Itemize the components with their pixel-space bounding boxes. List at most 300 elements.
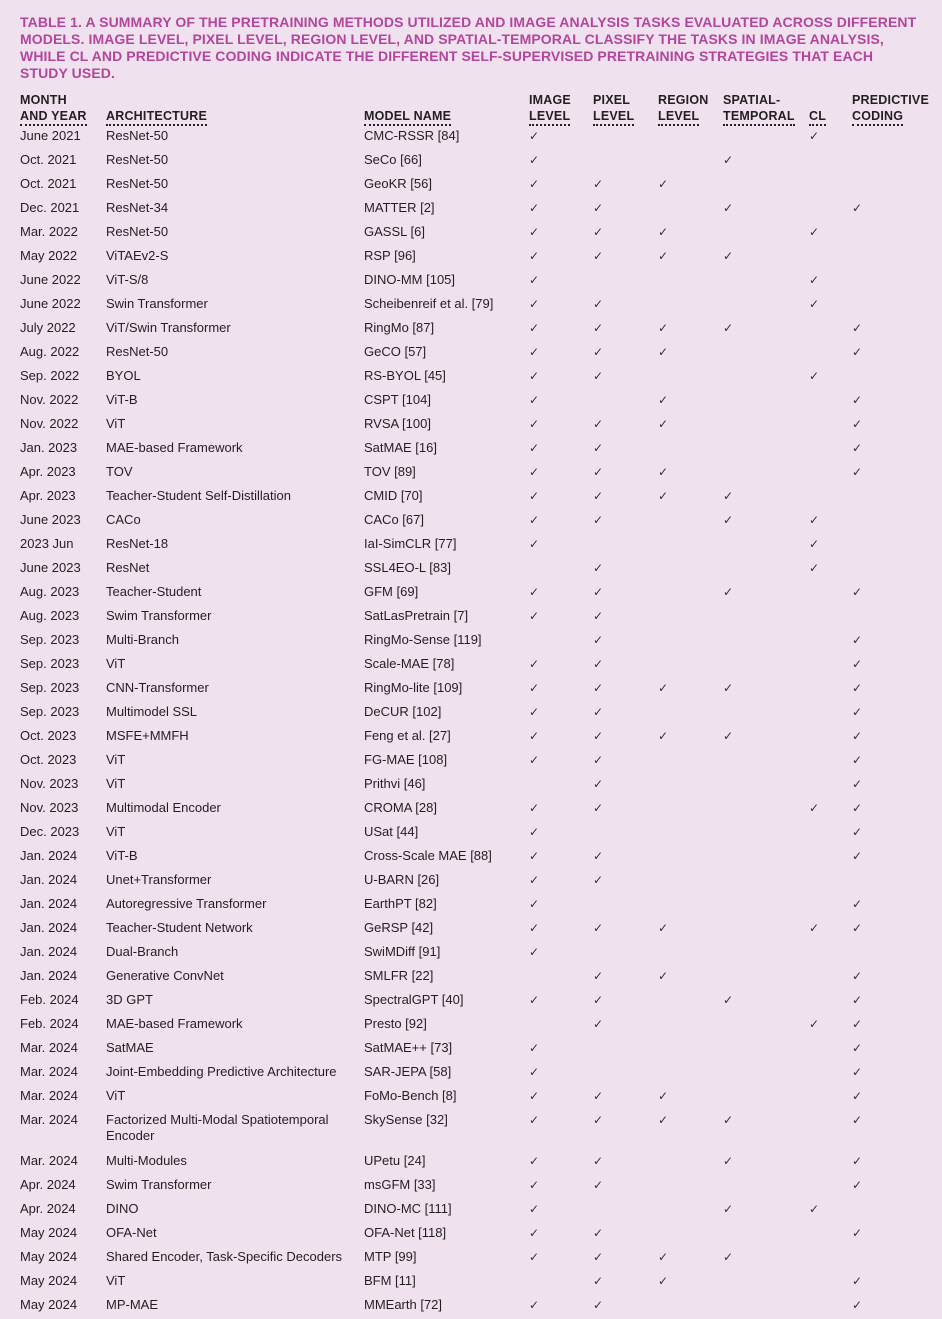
image-level-cell: [529, 894, 593, 918]
check-icon: ✓: [852, 633, 863, 647]
pixel-level-cell: [593, 198, 658, 222]
header-date: MONTH AND YEAR: [20, 92, 106, 126]
date-cell: Sep. 2023: [20, 680, 80, 695]
architecture-cell: ResNet-50: [106, 152, 169, 167]
table-row: [20, 438, 928, 462]
model-name-cell: msGFM [33]: [364, 1177, 436, 1192]
check-icon: ✓: [852, 1089, 863, 1103]
check-icon: ✓: [852, 681, 863, 695]
check-icon: ✓: [529, 1226, 540, 1240]
check-icon: ✓: [529, 1178, 540, 1192]
check-icon: ✓: [723, 1250, 734, 1264]
architecture-cell: ViT-B: [106, 392, 138, 407]
table-row: [20, 366, 928, 390]
check-icon: ✓: [593, 633, 604, 647]
region-level-cell: [658, 1086, 723, 1110]
spatial-temporal-cell: [723, 942, 809, 966]
architecture-cell: MAE-based Framework: [106, 440, 243, 455]
model-name-cell: RSP [96]: [364, 248, 416, 263]
check-icon: ✓: [593, 921, 604, 935]
predictive-coding-cell: [852, 462, 928, 486]
table-row: [20, 342, 928, 366]
check-icon: ✓: [809, 369, 820, 383]
predictive-coding-cell: [852, 1014, 928, 1038]
table-row: [20, 918, 928, 942]
check-icon: ✓: [723, 1113, 734, 1127]
date-cell: Oct. 2021: [20, 176, 77, 191]
region-level-cell: [658, 534, 723, 558]
check-icon: ✓: [852, 1298, 863, 1312]
image-level-cell: [529, 774, 593, 798]
region-level-cell: [658, 150, 723, 174]
spatial-temporal-cell: [723, 798, 809, 822]
pixel-level-cell: [593, 918, 658, 942]
cl-cell: [809, 1014, 852, 1038]
image-level-cell: [529, 678, 593, 702]
model-name-cell: SSL4EO-L [83]: [364, 560, 451, 575]
check-icon: ✓: [593, 705, 604, 719]
check-icon: ✓: [529, 513, 540, 527]
architecture-cell: Teacher-Student Network: [106, 920, 253, 935]
table-row: [20, 510, 928, 534]
region-level-cell: [658, 966, 723, 990]
model-name-cell: BFM [11]: [364, 1273, 416, 1288]
table-row: [20, 606, 928, 630]
architecture-cell: Multimodel SSL: [106, 704, 198, 719]
region-level-cell: [658, 1014, 723, 1038]
region-level-cell: [658, 1295, 723, 1319]
pixel-level-cell: [593, 846, 658, 870]
predictive-coding-cell: [852, 510, 928, 534]
architecture-cell: MSFE+MMFH: [106, 728, 189, 743]
date-cell: June 2022: [20, 272, 81, 287]
cl-cell: [809, 270, 852, 294]
region-level-cell: [658, 270, 723, 294]
spatial-temporal-cell: [723, 438, 809, 462]
check-icon: ✓: [593, 1226, 604, 1240]
spatial-temporal-cell: [723, 990, 809, 1014]
check-icon: ✓: [529, 921, 540, 935]
check-icon: ✓: [529, 1298, 540, 1312]
table-row: [20, 774, 928, 798]
check-icon: ✓: [593, 225, 604, 239]
pixel-level-cell: [593, 582, 658, 606]
summary-table: [20, 92, 928, 1319]
model-name-cell: SwiMDiff [91]: [364, 944, 441, 959]
table-row: [20, 846, 928, 870]
check-icon: ✓: [593, 201, 604, 215]
pixel-level-cell: [593, 1110, 658, 1151]
model-name-cell: MTP [99]: [364, 1249, 417, 1264]
pixel-level-cell: [593, 1295, 658, 1319]
model-name-cell: FG-MAE [108]: [364, 752, 448, 767]
check-icon: ✓: [852, 825, 863, 839]
pixel-level-cell: [593, 1247, 658, 1271]
check-icon: ✓: [529, 1113, 540, 1127]
date-cell: Mar. 2024: [20, 1040, 78, 1055]
cl-cell: [809, 1175, 852, 1199]
table-row: [20, 534, 928, 558]
predictive-coding-cell: [852, 1086, 928, 1110]
spatial-temporal-cell: [723, 678, 809, 702]
cl-cell: [809, 558, 852, 582]
check-icon: ✓: [593, 1113, 604, 1127]
date-cell: Oct. 2023: [20, 752, 77, 767]
region-level-cell: [658, 126, 723, 150]
cl-cell: [809, 942, 852, 966]
spatial-temporal-cell: [723, 870, 809, 894]
pixel-level-cell: [593, 1086, 658, 1110]
table-row: [20, 246, 928, 270]
table-row: [20, 894, 928, 918]
check-icon: ✓: [529, 993, 540, 1007]
image-level-cell: [529, 174, 593, 198]
check-icon: ✓: [593, 297, 604, 311]
check-icon: ✓: [593, 969, 604, 983]
date-cell: Aug. 2022: [20, 344, 80, 359]
image-level-cell: [529, 750, 593, 774]
pixel-level-cell: [593, 774, 658, 798]
architecture-cell: 3D GPT: [106, 992, 153, 1007]
check-icon: ✓: [809, 1202, 820, 1216]
check-icon: ✓: [852, 441, 863, 455]
check-icon: ✓: [658, 681, 669, 695]
date-cell: 2023 Jun: [20, 536, 74, 551]
model-name-cell: RVSA [100]: [364, 416, 431, 431]
table-row: [20, 150, 928, 174]
table-row: [20, 966, 928, 990]
region-level-cell: [658, 366, 723, 390]
check-icon: ✓: [593, 657, 604, 671]
check-icon: ✓: [852, 585, 863, 599]
date-cell: Jan. 2024: [20, 896, 78, 911]
spatial-temporal-cell: [723, 1271, 809, 1295]
model-name-cell: OFA-Net [118]: [364, 1225, 447, 1240]
table-row: [20, 1038, 928, 1062]
model-name-cell: MMEarth [72]: [364, 1297, 443, 1312]
check-icon: ✓: [852, 1065, 863, 1079]
table-row: [20, 174, 928, 198]
image-level-cell: [529, 534, 593, 558]
check-icon: ✓: [593, 609, 604, 623]
date-cell: Apr. 2024: [20, 1201, 76, 1216]
model-name-cell: TOV [89]: [364, 464, 416, 479]
date-cell: Jan. 2023: [20, 440, 78, 455]
check-icon: ✓: [593, 1089, 604, 1103]
model-name-cell: RingMo [87]: [364, 320, 435, 335]
check-icon: ✓: [593, 1154, 604, 1168]
region-level-cell: [658, 1175, 723, 1199]
check-icon: ✓: [809, 801, 820, 815]
pixel-level-cell: [593, 1038, 658, 1062]
check-icon: ✓: [529, 417, 540, 431]
cl-cell: [809, 630, 852, 654]
spatial-temporal-cell: [723, 1295, 809, 1319]
region-level-cell: [658, 774, 723, 798]
model-name-cell: GFM [69]: [364, 584, 419, 599]
model-name-cell: MATTER [2]: [364, 200, 435, 215]
predictive-coding-cell: [852, 918, 928, 942]
region-level-cell: [658, 318, 723, 342]
spatial-temporal-cell: [723, 1014, 809, 1038]
cl-cell: [809, 1110, 852, 1151]
predictive-coding-cell: [852, 414, 928, 438]
check-icon: ✓: [809, 1017, 820, 1031]
architecture-cell: ResNet-18: [106, 536, 169, 551]
image-level-cell: [529, 222, 593, 246]
cl-cell: [809, 870, 852, 894]
region-level-cell: [658, 486, 723, 510]
table-row: [20, 558, 928, 582]
cl-cell: [809, 822, 852, 846]
image-level-cell: [529, 462, 593, 486]
date-cell: Nov. 2022: [20, 416, 79, 431]
predictive-coding-cell: [852, 1199, 928, 1223]
image-level-cell: [529, 1271, 593, 1295]
model-name-cell: U-BARN [26]: [364, 872, 440, 887]
check-icon: ✓: [593, 513, 604, 527]
architecture-cell: ViT: [106, 824, 126, 839]
architecture-cell: ViT: [106, 656, 126, 671]
check-icon: ✓: [593, 465, 604, 479]
check-icon: ✓: [529, 681, 540, 695]
pixel-level-cell: [593, 246, 658, 270]
architecture-cell: MP-MAE: [106, 1297, 158, 1312]
table-row: [20, 222, 928, 246]
date-cell: June 2021: [20, 128, 81, 143]
spatial-temporal-cell: [723, 486, 809, 510]
cl-cell: [809, 318, 852, 342]
pixel-level-cell: [593, 822, 658, 846]
pixel-level-cell: [593, 1175, 658, 1199]
architecture-cell: Generative ConvNet: [106, 968, 224, 983]
spatial-temporal-cell: [723, 150, 809, 174]
model-name-cell: SMLFR [22]: [364, 968, 434, 983]
spatial-temporal-cell: [723, 342, 809, 366]
check-icon: ✓: [723, 681, 734, 695]
architecture-cell: Multi-Modules: [106, 1153, 187, 1168]
table-row: [20, 486, 928, 510]
architecture-cell: ViTAEv2-S: [106, 248, 169, 263]
region-level-cell: [658, 606, 723, 630]
predictive-coding-cell: [852, 654, 928, 678]
architecture-cell: ResNet-50: [106, 344, 169, 359]
image-level-cell: [529, 1295, 593, 1319]
spatial-temporal-cell: [723, 1175, 809, 1199]
predictive-coding-cell: [852, 774, 928, 798]
spatial-temporal-cell: [723, 222, 809, 246]
region-level-cell: [658, 174, 723, 198]
cl-cell: [809, 1086, 852, 1110]
spatial-temporal-cell: [723, 1110, 809, 1151]
pixel-level-cell: [593, 150, 658, 174]
image-level-cell: [529, 438, 593, 462]
region-level-cell: [658, 1247, 723, 1271]
cl-cell: [809, 654, 852, 678]
image-level-cell: [529, 654, 593, 678]
model-name-cell: SeCo [66]: [364, 152, 422, 167]
check-icon: ✓: [852, 657, 863, 671]
architecture-cell: ViT: [106, 776, 126, 791]
cl-cell: [809, 1223, 852, 1247]
check-icon: ✓: [852, 969, 863, 983]
pixel-level-cell: [593, 1151, 658, 1175]
image-level-cell: [529, 1175, 593, 1199]
table-row: [20, 1271, 928, 1295]
spatial-temporal-cell: [723, 582, 809, 606]
spatial-temporal-cell: [723, 174, 809, 198]
predictive-coding-cell: [852, 942, 928, 966]
model-name-cell: GeRSP [42]: [364, 920, 434, 935]
cl-cell: [809, 702, 852, 726]
region-level-cell: [658, 1151, 723, 1175]
check-icon: ✓: [593, 177, 604, 191]
image-level-cell: [529, 846, 593, 870]
table-row: [20, 870, 928, 894]
check-icon: ✓: [852, 345, 863, 359]
pixel-level-cell: [593, 270, 658, 294]
date-cell: Jan. 2024: [20, 920, 78, 935]
architecture-cell: Swim Transformer: [106, 1177, 212, 1192]
check-icon: ✓: [723, 321, 734, 335]
spatial-temporal-cell: [723, 894, 809, 918]
date-cell: May 2024: [20, 1297, 78, 1312]
check-icon: ✓: [593, 873, 604, 887]
image-level-cell: [529, 150, 593, 174]
check-icon: ✓: [593, 1250, 604, 1264]
model-name-cell: DINO-MM [105]: [364, 272, 456, 287]
check-icon: ✓: [658, 249, 669, 263]
image-level-cell: [529, 798, 593, 822]
spatial-temporal-cell: [723, 822, 809, 846]
date-cell: Nov. 2022: [20, 392, 79, 407]
header-cl: CL: [809, 92, 852, 126]
predictive-coding-cell: [852, 870, 928, 894]
check-icon: ✓: [723, 1154, 734, 1168]
date-cell: Mar. 2024: [20, 1064, 78, 1079]
spatial-temporal-cell: [723, 198, 809, 222]
check-icon: ✓: [529, 825, 540, 839]
pixel-level-cell: [593, 294, 658, 318]
check-icon: ✓: [529, 705, 540, 719]
architecture-cell: OFA-Net: [106, 1225, 157, 1240]
image-level-cell: [529, 246, 593, 270]
architecture-cell: ResNet-50: [106, 128, 169, 143]
check-icon: ✓: [658, 465, 669, 479]
check-icon: ✓: [723, 513, 734, 527]
pixel-level-cell: [593, 342, 658, 366]
date-cell: July 2022: [20, 320, 76, 335]
spatial-temporal-cell: [723, 846, 809, 870]
image-level-cell: [529, 822, 593, 846]
spatial-temporal-cell: [723, 1038, 809, 1062]
pixel-level-cell: [593, 654, 658, 678]
predictive-coding-cell: [852, 1295, 928, 1319]
check-icon: ✓: [529, 585, 540, 599]
check-icon: ✓: [529, 153, 540, 167]
check-icon: ✓: [593, 441, 604, 455]
table-header: [20, 92, 928, 126]
header-image-level: IMAGE LEVEL: [529, 92, 593, 126]
model-name-cell: CMID [70]: [364, 488, 423, 503]
model-name-cell: FoMo-Bench [8]: [364, 1088, 457, 1103]
check-icon: ✓: [529, 369, 540, 383]
image-level-cell: [529, 126, 593, 150]
model-name-cell: IaI-SimCLR [77]: [364, 536, 457, 551]
spatial-temporal-cell: [723, 726, 809, 750]
spatial-temporal-cell: [723, 534, 809, 558]
architecture-cell: ResNet: [106, 560, 150, 575]
check-icon: ✓: [723, 1202, 734, 1216]
model-name-cell: SpectralGPT [40]: [364, 992, 464, 1007]
date-cell: Nov. 2023: [20, 776, 79, 791]
architecture-cell: ViT/Swin Transformer: [106, 320, 231, 335]
predictive-coding-cell: [852, 270, 928, 294]
image-level-cell: [529, 1014, 593, 1038]
predictive-coding-cell: [852, 846, 928, 870]
check-icon: ✓: [658, 489, 669, 503]
check-icon: ✓: [852, 1154, 863, 1168]
check-icon: ✓: [809, 273, 820, 287]
check-icon: ✓: [593, 1017, 604, 1031]
cl-cell: [809, 1199, 852, 1223]
table-row: [20, 126, 928, 150]
predictive-coding-cell: [852, 318, 928, 342]
check-icon: ✓: [852, 1178, 863, 1192]
image-level-cell: [529, 270, 593, 294]
date-cell: Mar. 2024: [20, 1153, 78, 1168]
check-icon: ✓: [852, 1017, 863, 1031]
date-cell: Jan. 2024: [20, 872, 78, 887]
date-cell: Dec. 2021: [20, 200, 80, 215]
table-row: [20, 990, 928, 1014]
region-level-cell: [658, 390, 723, 414]
check-icon: ✓: [529, 729, 540, 743]
predictive-coding-cell: [852, 150, 928, 174]
check-icon: ✓: [593, 345, 604, 359]
table-caption: TABLE 1. A SUMMARY OF THE PRETRAINING METHODS UTILIZED AND IMAGE ANALYSIS TASKS EVALUATED ACROSS DIFFERENT MODELS. IMAGE LEVEL, PIXEL LEVEL, REGION LEVEL, AND SPATIAL-TEMPORAL CLASSIFY THE TASKS IN IMAGE ANALYSIS, WHILE CL AND PREDICTIVE CODING INDICATE THE DIFFERENT SELF-SUPERVISED PRETRAINING STRATEGIES THAT EACH STUDY USED.: [20, 14, 917, 81]
predictive-coding-cell: [852, 294, 928, 318]
check-icon: ✓: [529, 393, 540, 407]
predictive-coding-cell: [852, 1110, 928, 1151]
cl-cell: [809, 366, 852, 390]
spatial-temporal-cell: [723, 390, 809, 414]
pixel-level-cell: [593, 1271, 658, 1295]
check-icon: ✓: [852, 465, 863, 479]
image-level-cell: [529, 558, 593, 582]
spatial-temporal-cell: [723, 294, 809, 318]
pixel-level-cell: [593, 870, 658, 894]
region-level-cell: [658, 510, 723, 534]
table-row: [20, 582, 928, 606]
check-icon: ✓: [529, 273, 540, 287]
region-level-cell: [658, 654, 723, 678]
architecture-cell: ViT: [106, 416, 126, 431]
check-icon: ✓: [658, 321, 669, 335]
region-level-cell: [658, 462, 723, 486]
region-level-cell: [658, 222, 723, 246]
image-level-cell: [529, 1247, 593, 1271]
cl-cell: [809, 1295, 852, 1319]
check-icon: ✓: [529, 945, 540, 959]
check-icon: ✓: [852, 393, 863, 407]
pixel-level-cell: [593, 798, 658, 822]
predictive-coding-cell: [852, 1038, 928, 1062]
pixel-level-cell: [593, 174, 658, 198]
date-cell: Apr. 2024: [20, 1177, 76, 1192]
check-icon: ✓: [593, 729, 604, 743]
predictive-coding-cell: [852, 1247, 928, 1271]
